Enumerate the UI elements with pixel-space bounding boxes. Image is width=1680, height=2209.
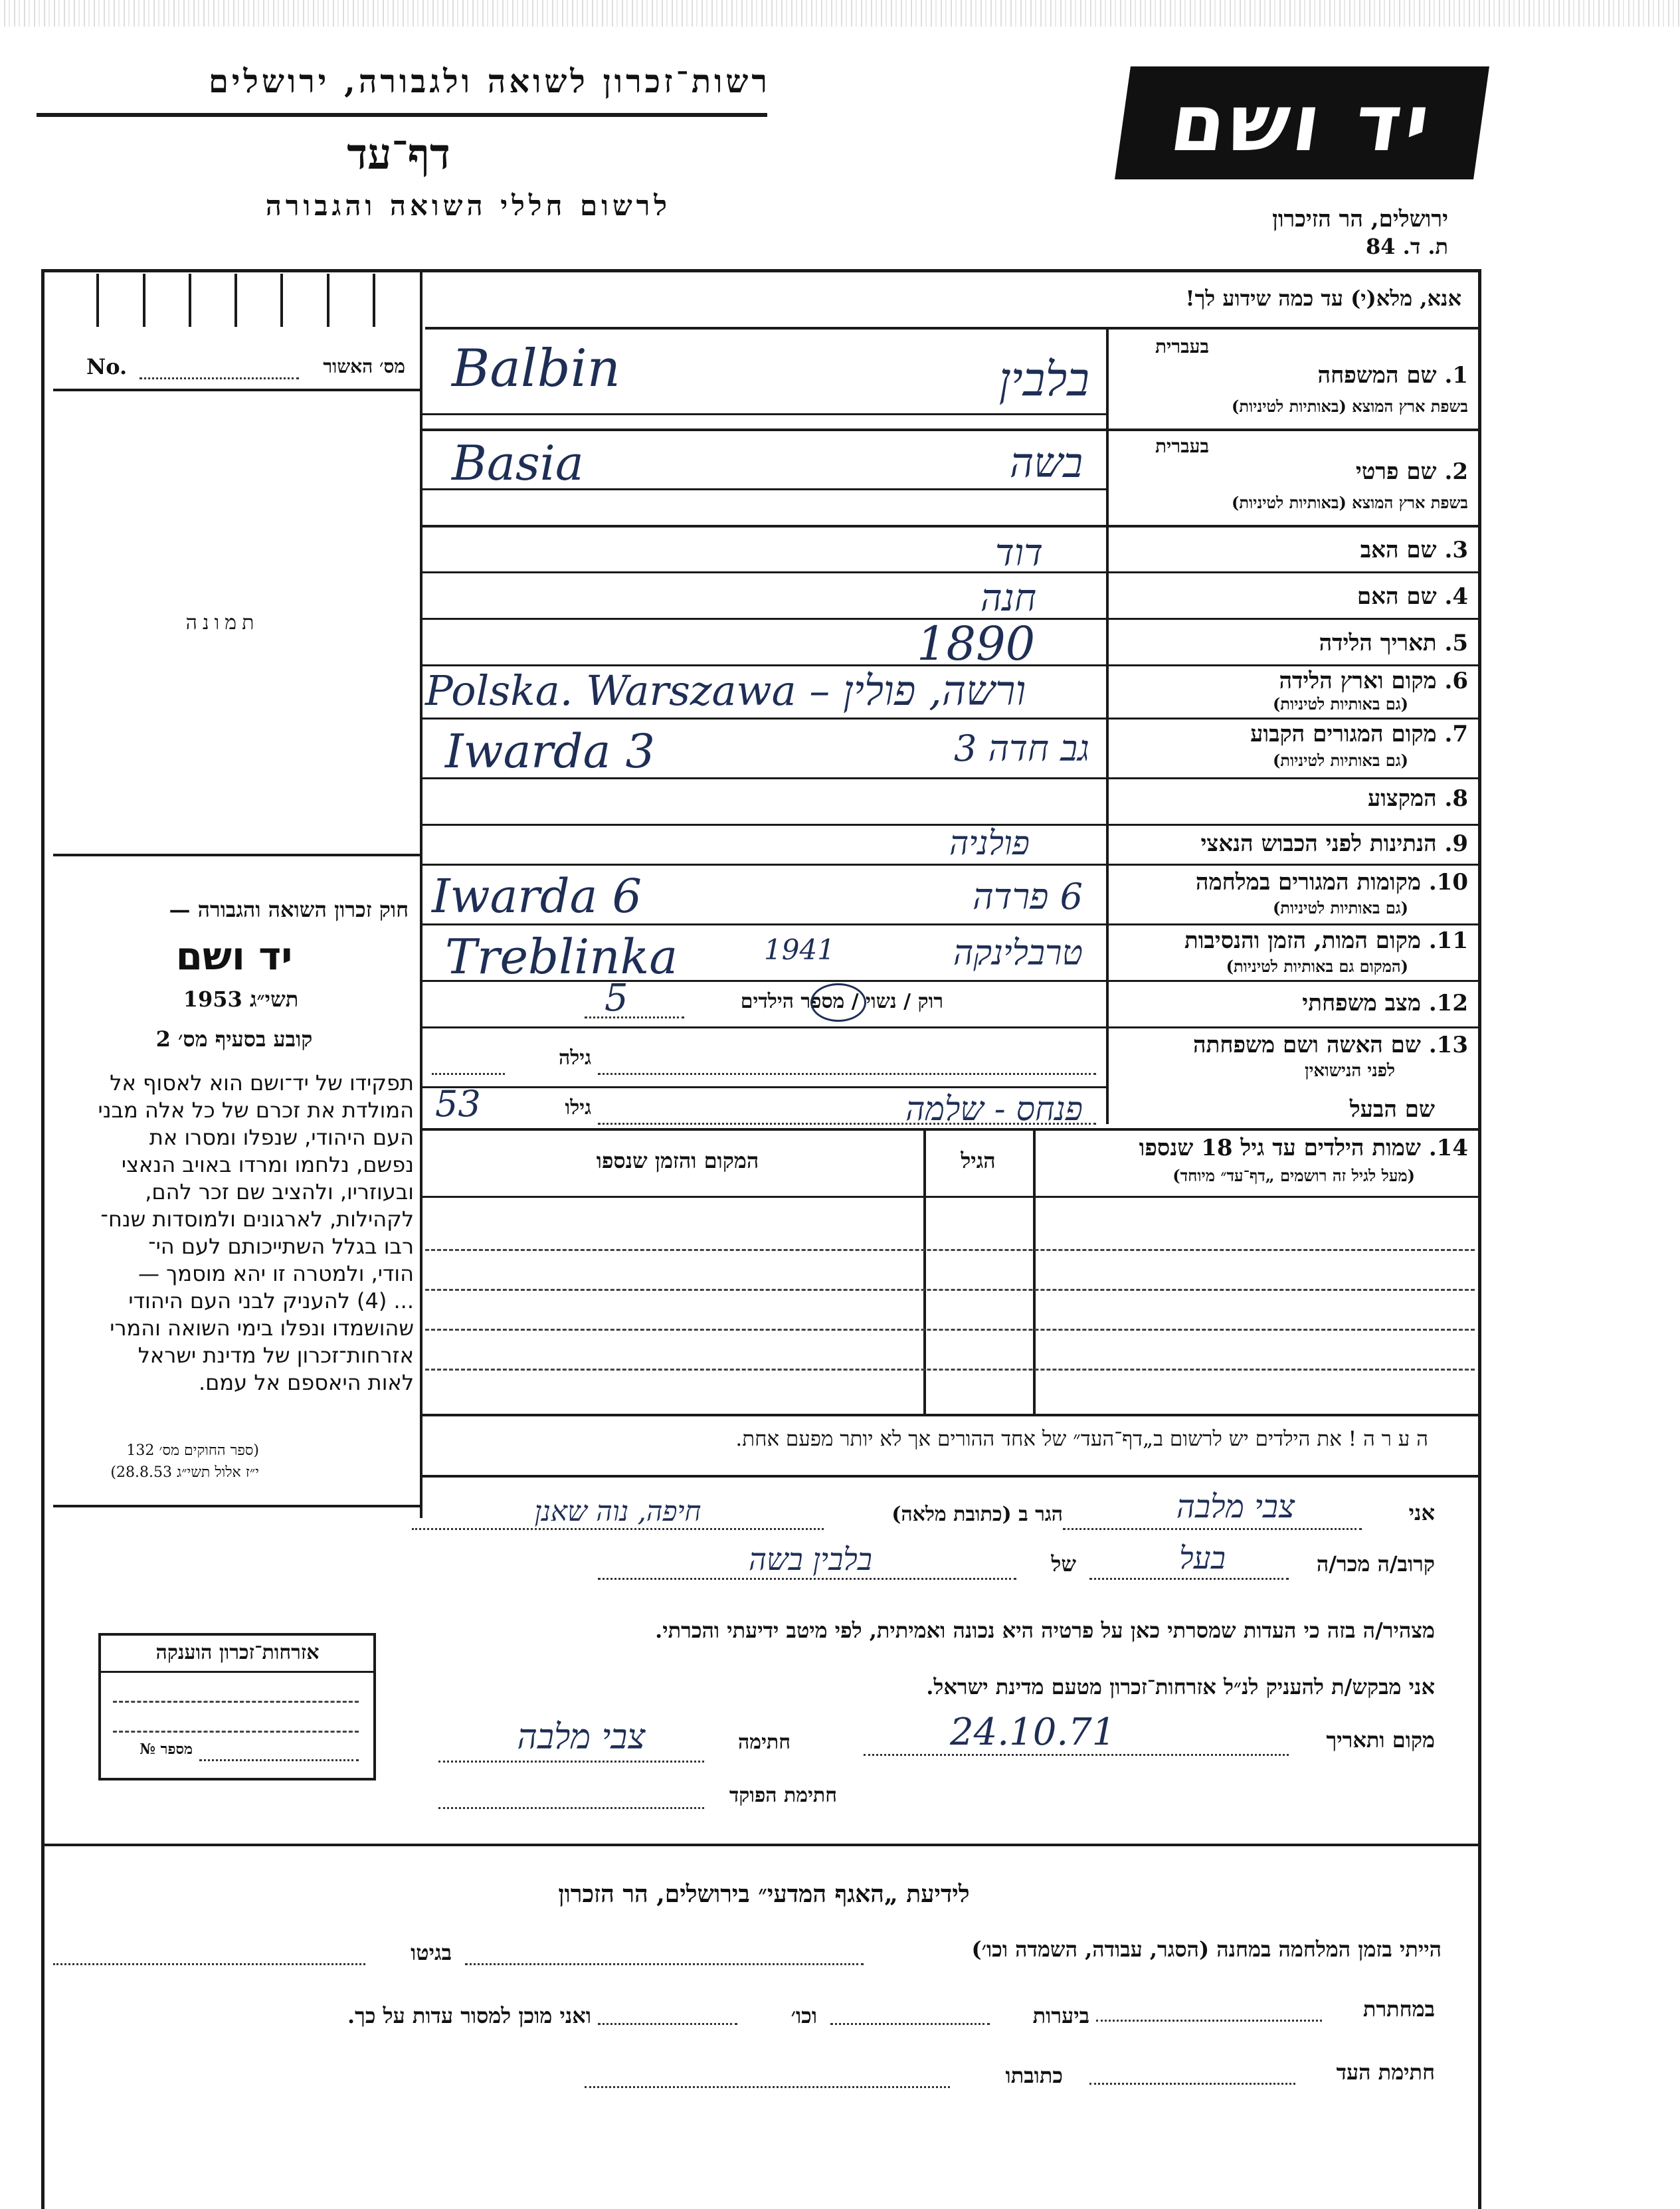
citizenship-title: אזרחות־זכרון הוענקה: [155, 1641, 320, 1664]
row-divider: [422, 718, 1480, 720]
note-text: ה ע ר ה ! את הילדים יש לרשום ב„דף־העד״ של אחד ההורים אך לא יותר מפעם אחת.: [735, 1427, 1428, 1451]
underground-label: במחתרת: [1362, 1996, 1435, 2022]
of-label: של: [1051, 1551, 1076, 1577]
surname-latin-value[interactable]: Balbin: [452, 339, 620, 399]
field-6-sub: (גם באותיות לטיניות): [1272, 694, 1408, 714]
citizenship-number-field[interactable]: [199, 1759, 359, 1761]
field-5-label: 5. תאריך הלידה: [1319, 630, 1468, 656]
husband-name-label: שם הבעל: [1349, 1096, 1435, 1123]
firstname-latin-value[interactable]: Basia: [452, 435, 584, 491]
field-11-sub: (המקום גם באותיות לטיניות): [1226, 957, 1408, 976]
field-2-label: 2. שם פרטי: [1355, 458, 1468, 485]
citizenship-title-line: [101, 1671, 373, 1673]
field-1-label: 1. שם המשפחה: [1317, 362, 1468, 389]
law-line: לקהילות, לארגונים ולמוסדות שנח־: [100, 1206, 414, 1232]
law-line: ובעוזריו, ולהציב שם זכר להם,: [145, 1179, 414, 1204]
law-clause: קובע בסעיף מס׳ 2: [155, 1026, 313, 1052]
footer-divider: [44, 1844, 1480, 1846]
photo-label: תמונה: [185, 611, 260, 634]
photo-divider: [53, 854, 420, 856]
citizenship-number: מספר №: [140, 1741, 193, 1758]
death-place-latin-value[interactable]: Treblinka: [445, 929, 678, 985]
row-divider: [422, 1086, 1107, 1088]
field-7-sub: (גם באותיות לטיניות): [1272, 751, 1408, 770]
children-age-col-left: [923, 1128, 926, 1414]
officer-signature-field[interactable]: [438, 1807, 704, 1809]
forests-field[interactable]: [830, 2023, 990, 2025]
citizenship-line[interactable]: [113, 1731, 359, 1733]
footer-heading: לידיעת „האגף המדעי״ בירושלים, הר הזכרון: [558, 1880, 970, 1908]
relation-field: [1089, 1578, 1289, 1580]
law-title: חוק זכרון השואה והגבורה —: [169, 897, 409, 922]
witness-address-label: כתובתו: [1005, 2063, 1063, 2088]
footer-line1: הייתי בזמן המלחמה במחנה (הסגר, עבודה, השמדה וכו׳): [971, 1937, 1442, 1962]
field-1-hebrew-tag: בעברית: [1155, 336, 1209, 357]
approval-number-label: No.: [86, 354, 128, 379]
married-circle: [810, 983, 866, 1022]
husband-name-value[interactable]: פנחס - שלמה: [905, 1090, 1083, 1128]
children-row-line[interactable]: [425, 1369, 1475, 1371]
law-text: [52, 1070, 414, 1396]
declarant-name-value[interactable]: צבי מלבה: [1176, 1488, 1295, 1525]
place-date-label: מקום ותאריך: [1326, 1727, 1435, 1753]
law-year-heb: תשי״ג: [249, 987, 299, 1012]
instruction-divider: [425, 327, 1480, 330]
left-column-divider: [420, 269, 422, 1518]
law-line: המולדת את זכרם של כל אלה מבני: [98, 1098, 414, 1123]
birth-date-value[interactable]: 1890: [917, 617, 1036, 671]
children-row-line[interactable]: [425, 1289, 1475, 1291]
scan-noise: [0, 0, 1680, 27]
witness-address-field[interactable]: [585, 2086, 950, 2088]
law-year-num: 1953: [183, 987, 242, 1012]
field-2-sub: בשפת ארץ המוצא (באותיות לטיניות): [1232, 493, 1468, 512]
ghetto-field[interactable]: [53, 1963, 365, 1965]
row-divider: [422, 1026, 1480, 1028]
wartime-residence-hebrew-value[interactable]: 6 פרדה: [973, 876, 1083, 917]
mother-value[interactable]: חנה: [980, 577, 1036, 620]
logo-text: יד ושם: [1165, 77, 1440, 169]
children-col-age: הגיל: [961, 1148, 996, 1173]
residence-hebrew-value[interactable]: גב חדה 3: [953, 727, 1089, 769]
signature-value[interactable]: צבי מלבה: [517, 1717, 646, 1757]
death-year-value[interactable]: 1941: [764, 933, 835, 966]
nationality-value[interactable]: פולניה: [949, 824, 1030, 862]
witness-signature-field[interactable]: [1089, 2083, 1295, 2085]
firstname-hebrew-value[interactable]: בשה: [1009, 438, 1083, 487]
ready-text: ואני מוכן למסור עדות על כך.: [347, 2003, 591, 2028]
children-count-value[interactable]: 5: [605, 977, 628, 1020]
law-line: נפשם, נלחמו ומרדו באויב הנאצי: [121, 1152, 414, 1177]
law-reference-1: (ספר החוקים מס׳ 132: [126, 1442, 259, 1459]
law-year: [60, 987, 409, 1012]
id-boxes: [53, 274, 419, 327]
row-divider: [422, 429, 1480, 431]
birth-place-value[interactable]: Polska. Warszawa – ורשה, פולין: [425, 666, 1026, 715]
forests-label: ביערות: [1032, 2003, 1089, 2028]
approval-label: מס׳ האשור: [323, 355, 405, 377]
relation-label: קרוב/ה מכר/ה: [1316, 1551, 1435, 1577]
row-divider: [422, 923, 1480, 925]
place-date-field: [864, 1754, 1289, 1756]
field-13-label: 13. שם האשה ושם משפחתה: [1193, 1032, 1468, 1058]
children-row-line[interactable]: [425, 1329, 1475, 1331]
children-table-bottom: [422, 1414, 1480, 1416]
relation-value[interactable]: בעל: [1179, 1540, 1226, 1576]
husband-name-field: [598, 1123, 1096, 1125]
field-3-label: 3. שם האב: [1360, 537, 1468, 563]
authority-title: רשות־זכרון לשואה ולגבורה, ירושלים: [208, 63, 771, 100]
declarant-name-field: [1063, 1528, 1362, 1530]
law-line: שהושמדו ונפלו בימי השואה והמרי: [110, 1315, 414, 1341]
of-name-field: [598, 1578, 1016, 1580]
husband-age-value[interactable]: 53: [435, 1083, 481, 1125]
law-name: יד ושם: [175, 933, 293, 979]
row-divider: [422, 413, 1107, 415]
citizenship-line[interactable]: [113, 1701, 359, 1703]
law-reference-2: י״ז אלול תשי״ג 28.8.53): [110, 1464, 259, 1481]
ghetto-label: בגיטו: [411, 1940, 452, 1965]
field-11-label: 11. מקום המות, הזמן והנסיבות: [1184, 927, 1468, 954]
father-value[interactable]: דוד: [994, 531, 1043, 575]
children-age-col-right: [1033, 1128, 1036, 1414]
death-place-hebrew-value[interactable]: טרבלינקה: [953, 933, 1083, 973]
address-line-1: ירושלים, הר הזיכרון: [1272, 206, 1448, 233]
signature-label: חתימה: [738, 1731, 791, 1754]
husband-age-label: גילו: [565, 1096, 591, 1119]
camp-field[interactable]: [465, 1963, 864, 1965]
wife-name-field[interactable]: [598, 1073, 1096, 1075]
children-table-title: 14. שמות הילדים עד גיל 18 שנספו: [1139, 1135, 1468, 1161]
approval-number-field[interactable]: [140, 377, 299, 379]
field-7-label: 7. מקום המגורים הקבוע: [1250, 721, 1468, 747]
field-2-hebrew-tag: בעברית: [1155, 435, 1209, 457]
resides-label: הגר ב (כתובת מלאה): [891, 1503, 1063, 1526]
residence-latin-value[interactable]: Iwarda 3: [445, 724, 656, 779]
field-10-label: 10. מקומות המגורים במלחמה: [1195, 869, 1468, 896]
field-13-sub: לפני הנישואין: [1304, 1061, 1395, 1081]
etc-label: וכו׳: [791, 2003, 817, 2028]
declaration-request: אני מבקש/ת להעניק לנ״ל אזרחות־זכרון מטעם מדינת ישראל.: [926, 1674, 1435, 1699]
wife-age-field[interactable]: [432, 1073, 505, 1075]
children-row-line[interactable]: [425, 1249, 1475, 1251]
law-line: אזרחות־זכרון של מדינת ישראל: [138, 1343, 414, 1368]
law-line: העם היהודי, שנפלו ומסרו את: [149, 1125, 414, 1150]
underground-field[interactable]: [1096, 2020, 1322, 2022]
surname-hebrew-value[interactable]: בלבין: [998, 352, 1089, 407]
address-field: [412, 1528, 824, 1530]
law-line: רבו בגלל השתייכותם לעם הי־: [148, 1234, 414, 1259]
address-line-2: ת. ד. 84: [1366, 234, 1448, 259]
authority-underline: [37, 113, 767, 117]
yad-vashem-logo: [1115, 66, 1489, 179]
field-4-label: 4. שם האם: [1356, 583, 1468, 610]
law-line: ... (4) להעניק לבני העם היהודי: [128, 1288, 414, 1313]
declaration-ani: אני: [1408, 1500, 1435, 1525]
witness-signature-label: חתימת העד: [1336, 2060, 1435, 2085]
address-value[interactable]: חיפה, נוה שאנן: [534, 1495, 701, 1527]
children-table-subtitle: (מעל לגיל זה רושמים „דף־עד״ מיוחד): [1172, 1166, 1415, 1185]
of-name-value[interactable]: בלבין בשה: [749, 1541, 872, 1577]
approval-divider: [53, 389, 420, 391]
field-6-label: 6. מקום וארץ הלידה: [1279, 668, 1468, 694]
form-title: דף־עד: [347, 130, 450, 179]
left-column-bottom: [53, 1505, 422, 1507]
etc-field[interactable]: [598, 2023, 737, 2025]
declaration-statement: מצהיר/ה בזה כי העדות שמסרתי כאן על פרטיה היא נכונה ואמיתית, לפי מיטב ידיעתי והכרתי.: [655, 1618, 1435, 1643]
law-line: הודי, ולמטרה זו יהא מוסמך —: [138, 1261, 414, 1286]
children-col-place: המקום והזמן שנספו: [596, 1148, 759, 1173]
law-line: לאות היאספם אל עמם.: [198, 1370, 414, 1395]
marital-options[interactable]: רוק / נשוי / מספר הילדים: [740, 990, 943, 1013]
field-8-label: 8. המקצוע: [1367, 785, 1468, 812]
instruction: אנא, מלא(י) עד כמה שידוע לך!: [1185, 286, 1461, 311]
field-12-label: 12. מצב משפחתי: [1302, 990, 1468, 1016]
date-value[interactable]: 24.10.71: [950, 1711, 1116, 1754]
field-10-sub: (גם באותיות לטיניות): [1272, 898, 1408, 917]
wife-age-label: גילה: [558, 1046, 591, 1070]
signature-field: [438, 1761, 704, 1763]
wartime-residence-latin-value[interactable]: Iwarda 6: [432, 869, 642, 923]
label-column-divider: [1106, 327, 1109, 1124]
field-9-label: 9. הנתינות לפני הכבוש הנאצי: [1200, 830, 1468, 857]
note-bottom-line: [422, 1475, 1480, 1478]
row-divider: [422, 864, 1480, 866]
children-count-field: [585, 1016, 684, 1018]
law-line: תפקידו של יד־ושם הוא לאסוף אל: [110, 1070, 414, 1096]
children-header-line: [422, 1196, 1480, 1198]
officer-signature-label: חתימת הפוקד: [729, 1784, 837, 1807]
row-divider: [422, 1128, 1480, 1131]
row-divider: [422, 525, 1480, 528]
field-1-sub: בשפת ארץ המוצא (באותיות לטיניות): [1232, 397, 1468, 416]
form-subtitle: לרשום חללי השואה והגבורה: [265, 189, 671, 222]
